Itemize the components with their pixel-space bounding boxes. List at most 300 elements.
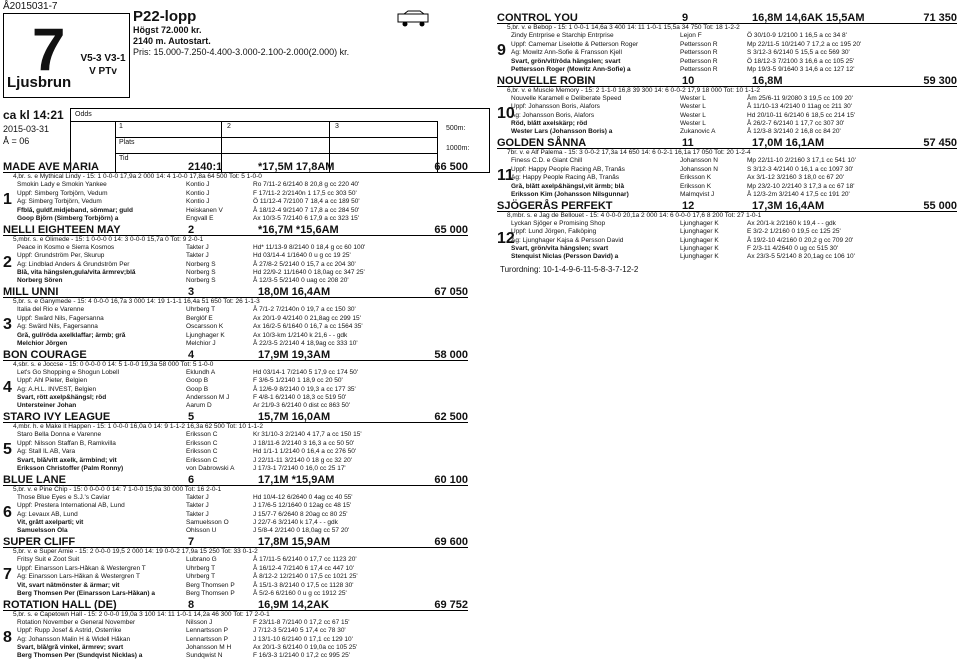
horse-block [3,224,468,287]
row-driver: Zukanovic A [680,128,716,136]
row-stats: J 17/3-1 7/2140 0 16,0 cc 25 17' [253,464,346,472]
horse-header [3,161,468,173]
start-row [3,519,468,527]
horse-money: 55 000 [923,199,957,212]
start-row [497,191,957,199]
document-code: Å2015031-7 [3,1,58,12]
start-row [3,244,468,252]
row-desc: Untersteiner Johan [17,402,77,410]
horse-name: NELLI EIGHTEEN MAY [3,223,121,236]
row-desc: Lyckan Sjöger e Promising Shop [511,219,606,227]
row-desc: Äg: Johansson Malin H & Widell Håkan [17,635,131,643]
start-row [497,112,957,120]
row-stats: Hd* 11/13-9 8/2140 0 18,4 g cc 60 100' [253,243,366,251]
row-stats: Å 22/3-5 2/2140 4 18,9ag cc 333 10' [253,339,358,347]
horse-odds: 8 [188,598,195,611]
row-stats: Mp 23/2-10 2/2140 3 17,3 a cc 67 18' [747,182,855,190]
start-row [3,448,468,456]
row-stats: J 22/7-6 3/2140 k 17,4 - - gdk [253,519,338,527]
horse-number: 1 [3,191,12,208]
row-desc: Ffblå, guldf.midjeband, sömmar; guld [17,206,133,214]
start-row [497,166,957,174]
horse-name: STARO IVY LEAGUE [3,411,111,423]
start-row [3,565,468,573]
row-driver: Wester L [680,103,706,111]
horse-odds: 5 [188,411,195,423]
horse-block [497,137,957,200]
row-stats: Å 5/2-6 6/2160 0 u g cc 1912 25' [253,589,347,597]
start-row [3,332,468,340]
horse-odds: 4 [188,348,195,361]
start-order: Turordning: 10-1-4-9-6-11-5-8-3-7-12-2 [500,265,639,274]
start-row [3,431,468,439]
row-driver: Kontio J [186,189,210,197]
start-row [497,237,957,245]
row-stats: J 18/11-6 2/2140 3 16,3 a cc 50 50' [253,439,355,447]
start-row [3,252,468,260]
row-stats: Ax 16/2-5 6/1640 0 16,7 a cc 1564 35' [253,323,363,331]
start-row [3,465,468,473]
start-row [3,198,468,206]
row-desc: Röd, blått axelskärp; röd [511,120,588,128]
start-row [3,440,468,448]
row-desc: Äg: Einarsson Lars-Håkan & Westergren T [17,573,140,581]
row-driver: Johansson N [680,157,718,165]
row-driver: Nilsson J [186,618,213,626]
horse-header [497,200,957,212]
horse-info: 5,br. v. e Bebop - 15: 1 0-0-1 14,6a 3 400 14: 11 1-0-1 15,5a 34 750 Tot: 18 1-2-2 [507,24,740,31]
horse-header [3,224,468,236]
odds-col-1: 1 [119,123,123,130]
start-row [497,220,957,228]
track-name: Ljusbrun [7,74,72,91]
row-desc: Norberg Sören [17,277,63,285]
row-stats: S 3/12-3 4/2140 0 16,1 a cc 1097 30' [747,165,854,173]
horse-money: 69 752 [434,598,468,611]
horse-record: 16,8M [752,74,783,87]
row-desc: Rotation November e General November [17,618,136,626]
row-desc: Uppf: Johansson Boris, Alafors [511,103,600,111]
horse-record: *16,7M *15,6AM [258,223,339,236]
horse-odds: 2140:1 [188,161,223,173]
row-driver: Ljunghager K [680,245,719,253]
horse-info: 8,mbr. s. e Jag de Bellouet - 15: 4 0-0-0 20,1a 2 000 14: 6 0-0-0 17,6 8 200 Tot: 27 1-0-1 [507,211,762,219]
horse-money: 71 350 [923,12,957,24]
horse-money: 65 000 [434,223,468,236]
row-stats: Ö 11/12-4 7/2100 7 18,4 a cc 189 50' [253,198,360,206]
row-desc: Fritsy Suit e Zoot Suit [17,556,80,564]
horse-money: 60 100 [434,473,468,486]
race-number: 7 [32,16,66,83]
race-date: 2015-03-31 [3,124,50,134]
horse-name: SJÖGERÅS PERFEKT [497,199,613,212]
row-desc: Melchior Jörgen [17,339,68,347]
row-driver: Ohlsson U [186,527,217,535]
start-row [497,183,957,191]
start-row [497,58,957,66]
horse-block [3,411,468,474]
row-driver: Johansson N [680,165,718,173]
row-desc: Zindy Entrprise e Starchip Entrprise [511,32,614,40]
row-desc: Grå, gul/röda axelklaffar; ärmb; grå [17,331,126,339]
row-driver: Lubrano G [186,556,217,564]
horse-number: 5 [3,441,12,458]
horse-name: MILL UNNI [3,286,59,298]
row-desc: Äg: A.H.L. INVEST, Belgien [17,385,97,393]
horse-header [497,75,957,87]
odds-label: Odds [75,111,92,118]
start-row [3,511,468,519]
start-row [497,66,957,74]
horse-record: 17,8M 15,9AM [258,536,331,548]
row-stats: Å 7/1-2 7/2140n 0 19,7 a cc 150 30' [253,306,356,314]
horse-record: 18,0M 16,4AM [258,286,331,298]
horse-name: MADE AVE MARIA [3,161,99,173]
start-row [3,386,468,394]
row-stats: Å 15/1-3 8/2140 0 17,5 cc 1128 30' [253,581,354,589]
horse-number: 3 [3,316,12,333]
row-stats: Mp 19/3-5 9/1640 3 14,6 a cc 127 12' [747,65,855,73]
horse-block [497,75,957,138]
row-stats: F 3/6-5 1/2140 1 18,9 cc 20 50' [253,377,343,385]
row-stats: F 16/3-3 1/2140 0 17,2 cc 995 25' [253,652,351,660]
row-desc: Berg Thomsen Per (Einarsson Lars-Håkan) a [17,589,155,597]
row-driver: Wester L [680,94,706,102]
row-driver: Eriksson C [186,431,218,439]
row-driver: Oscarsson K [186,323,224,331]
row-desc: Svart, grön/vit/röda hängslen; svart [511,57,621,65]
row-desc: Eriksson Kim (Johansson Nilsgunnar) [511,190,629,198]
start-row [3,619,468,627]
horse-header [3,411,468,423]
horse-record: 17,9M 19,3AM [258,348,331,361]
horse-record: 17,1M *15,9AM [258,473,335,486]
horse-name: SUPER CLIFF [3,536,76,548]
row-driver: Engvall E [186,214,214,222]
row-stats: Å 12/6-9 8/2140 0 19,3 a cc 177 35' [253,385,356,393]
tid-label: Tid [119,155,129,162]
start-info [3,108,67,158]
horse-block [3,161,468,224]
row-driver: Goop B [186,377,209,385]
row-desc: Stenquist Niclas (Persson David) a [511,253,619,261]
row-stats: Å 8/12-2 12/2140 0 17,5 cc 1021 25' [253,573,358,581]
race-line-3: Pris: 15.000-7.250-4.400-3.000-2.100-2.000(2.000) kr. [133,47,350,57]
horse-odds: 12 [682,199,695,212]
start-row [497,245,957,253]
row-driver: Takter J [186,510,209,518]
start-row [497,103,957,111]
row-driver: Eriksson C [186,439,218,447]
row-stats: Hd 20/10-11 6/2140 6 18,5 cc 214 15' [747,111,856,119]
row-desc: Uppf: Swärd Nils, Fagersanna [17,314,104,322]
start-row [497,174,957,182]
start-row [3,315,468,323]
row-stats: J 13/1-10 6/2140 0 17,1 cc 129 10' [253,635,353,643]
horse-block [497,12,957,75]
row-desc: Uppf: Happy People Racing AB, Tranås [511,165,625,173]
start-row [3,277,468,285]
row-driver: Wester L [680,120,706,128]
row-driver: Goop B [186,385,209,393]
row-stats: Å 17/11-5 6/2140 0 17,7 cc 1123 20' [253,556,357,564]
row-desc: Nouvelle Karamell e Deliberate Speed [511,94,622,102]
horse-money: 66 500 [434,161,468,173]
row-driver: Lennartsson P [186,635,228,643]
row-driver: Melchior J [186,339,216,347]
row-desc: Smokin Lady e Smokin Yankee [17,181,107,189]
row-stats: S 3/12-3 6/2140 5 15,5 a cc 569 30' [747,49,850,57]
start-row [3,556,468,564]
row-stats: Å 18/12-4 9/2140 7 17,8 a cc 284 50' [253,206,360,214]
start-row [3,181,468,189]
row-driver: Andersson M J [186,394,230,402]
start-row [3,502,468,510]
horse-odds: 7 [188,536,195,548]
race-title: P22-lopp [133,8,197,25]
row-desc: Äg: Mowitz Ann-Sofie & Fransson Kjell [511,49,622,57]
row-driver: Takter J [186,493,209,501]
row-desc: Äg: Swärd Nils, Fagersanna [17,323,98,331]
horse-money: 58 000 [434,348,468,361]
row-desc: Äg: Simberg Torbjörn, Vedum [17,198,102,206]
row-desc: Vit, svart nätmönster & ärmar; vit [17,581,120,589]
row-desc: Svart, grön/vita hängslen; svart [511,245,609,253]
horse-record: 15,7M 16,0AM [258,411,331,423]
start-row [3,215,468,223]
horse-block [3,349,468,412]
row-driver: Ljunghager K [680,219,719,227]
horse-header [3,599,468,611]
car-icon [396,10,432,28]
horse-header [3,349,468,361]
row-desc: Staro Bella Donna e Varenne [17,431,102,439]
row-stats: Å 11/10-13 4/2140 0 11ag cc 211 30' [747,103,852,111]
row-driver: Ljunghager K [680,236,719,244]
row-stats: Å 12/3-5 5/2140 0 uag cc 208 20' [253,277,349,285]
row-driver: Berglöf E [186,314,213,322]
track-condition: Å = 06 [3,136,30,146]
row-driver: Eriksson C [186,448,218,456]
start-row [3,190,468,198]
row-stats: Å 19/2-10 4/2160 0 20,2 g cc 709 20' [747,236,854,244]
row-desc: Uppf: Lund Jörgen, Falköping [511,228,597,236]
start-row [3,636,468,644]
horse-block [3,474,468,537]
horse-number: 6 [3,503,12,521]
row-desc: Goop Björn (Simberg Torbjörn) a [17,214,119,222]
row-stats: F 23/11-8 7/2140 0 17,2 cc 67 15' [253,618,350,626]
horse-list-left [3,161,468,661]
start-row [497,228,957,236]
row-desc: Uppf: Nilsson Staffan B, Ramkvilla [17,439,116,447]
plats-label: Plats [119,139,135,146]
horse-info: 6,br. v. e Muscle Memory - 15: 2 1-1-0 16,8 39 300 14: 6 0-0-2 17,9 18 000 Tot: 10 1-1-2 [507,86,761,94]
horse-info: 5,br. s. e Capetown Hall - 15: 2 0-0-0 19,0a 3 100 14: 11 1-0-1 14,2a 46 300 Tot: 17 2-0-1 [13,610,270,618]
horse-record: 16,9M 14,2AK [258,598,329,611]
start-row [3,527,468,535]
row-desc: Svart, blå/vitt axelk, ärmbind; vit [17,456,117,464]
row-desc: Berg Thomsen Per (Sundqvist Nicklas) a [17,652,143,660]
row-desc: Äg: Levaux AB, Lund [17,510,78,518]
row-desc: Äg: Stall IL AB, Vara [17,448,76,456]
start-row [3,457,468,465]
horse-number: 8 [3,628,12,646]
row-stats: F 17/11-2 2/2140n 1 17,5 cc 303 50' [253,189,357,197]
row-stats: J 15/7-7 6/2640 8 20ag cc 80 25' [253,510,348,518]
row-driver: Berg Thomsen P [186,581,235,589]
horse-money: 69 600 [434,536,468,548]
row-desc: Finess C.D. e Giant Chill [511,157,583,165]
horse-name: GOLDEN SÅNNA [497,137,587,149]
row-driver: Ljunghager K [680,228,719,236]
horse-header [497,137,957,149]
horse-info: 4,br. s. e Mythical Lindy - 15: 1 0-0-0 17,9a 2 000 14: 4 1-0-0 17,8a 64 500 Tot: 5 1-0-0 [13,173,262,180]
row-driver: von Dabrowski A [186,464,235,472]
row-driver: Samuelsson O [186,519,229,527]
row-desc: Pettersson Roger (Mowitz Ann-Sofie) a [511,65,631,73]
row-driver: Wester L [680,111,706,119]
start-row [3,340,468,348]
row-desc: Eriksson Christoffer (Palm Ronny) [17,464,124,472]
row-stats: F 2/3-11 4/2640 0 ug cc 515 30' [747,245,839,253]
start-row [3,590,468,598]
row-driver: Pettersson R [680,57,718,65]
row-stats: Mp 22/11-5 10/2140 7 17,2 a cc 195 20' [747,40,862,48]
row-driver: Pettersson R [680,65,718,73]
race-header [133,8,363,58]
horse-info: 4,mbr. h. e Make it Happen - 15: 1 0-0-0 16,0a 0 14: 9 1-1-2 16,3a 62 500 Tot: 10 1-1-2 [13,423,263,430]
row-stats: Hd 10/4-12 6/2640 0 4ag cc 40 55' [253,493,353,501]
race-line-1: Högst 72.000 kr. [133,25,202,35]
row-stats: Ax 20/1-3 6/2140 0 19,0a cc 105 25' [253,644,358,652]
m500-label: 500m: [446,125,466,132]
row-driver: Pettersson R [680,49,718,57]
start-row [3,306,468,314]
start-row [3,627,468,635]
row-driver: Berg Thomsen P [186,589,235,597]
row-stats: Ax 10/3-km 1/2140 k 21,6 - - gdk [253,331,348,339]
horse-odds: 3 [188,286,195,298]
row-desc: Blå, vita hängslen,gula/vita ärmrev;blå [17,269,136,277]
horse-money: 62 500 [434,411,468,423]
horse-money: 67 050 [434,286,468,298]
row-desc: Uppf: Einarsson Lars-Håkan & Westergren T [17,564,146,572]
row-driver: Eriksson K [680,182,712,190]
row-stats: Hd 22/9-2 11/1640 0 18,0ag cc 347 25' [253,269,365,277]
horse-money: 59 300 [923,74,957,87]
horse-name: BLUE LANE [3,473,66,486]
horse-record: 17,0M 16,1AM [752,137,825,149]
start-row [3,573,468,581]
horse-number: 4 [3,378,12,396]
row-stats: J 22/11-11 3/2140 0 18 g cc 32 20' [253,456,352,464]
row-stats: E 3/2-2 1/2160 0 19,5 cc 125 25' [747,228,841,236]
row-driver: Aarum D [186,402,212,410]
row-stats: J 5/8-4 2/2140 0 18,0ag cc 57 20' [253,527,350,535]
row-stats: Å 12/3-8 3/2140 2 16,8 cc 84 20' [747,128,841,136]
row-stats: Ö 30/10-9 1/2100 1 16,5 a cc 34 8' [747,32,847,40]
row-stats: Å 12/3-2m 3/2140 4 17,5 cc 191 20' [747,190,850,198]
row-desc: Uppf: Camemar Liselotte & Petterson Roger [511,40,639,48]
horse-name: CONTROL YOU [497,12,578,24]
horse-block [497,200,957,263]
start-row [3,644,468,652]
row-driver: Lennartsson P [186,627,228,635]
row-driver: Uhrberg T [186,573,216,581]
horse-odds: 9 [682,12,689,24]
horse-name: BON COURAGE [3,348,87,361]
odds-col-3: 3 [335,123,339,130]
horse-header [3,474,468,486]
start-row [497,128,957,136]
row-desc: Those Blue Eyes e S.J.'s Caviar [17,493,110,501]
horse-block [3,286,468,349]
row-desc: Samuelsson Ola [17,527,68,535]
horse-money: 57 450 [923,137,957,149]
horse-number: 7 [3,566,12,583]
row-desc: Vit, grått axelparti; vit [17,519,84,527]
start-row [497,157,957,165]
row-stats: Ax 3/1-12 3/2160 3 18,0 cc 67 20' [747,174,845,182]
row-stats: Ar 21/9-3 6/2140 0 dist cc 863 50' [253,402,350,410]
start-row [497,95,957,103]
row-driver: Takter J [186,502,209,510]
row-driver: Ljunghager K [186,331,225,339]
row-stats: Hd 1/1-1 1/2140 0 16,4 a cc 276 50' [253,448,357,456]
horse-odds: 2 [188,223,195,236]
start-row [497,32,957,40]
horse-odds: 11 [682,137,694,149]
row-desc: Italia del Rio e Varenne [17,306,85,314]
row-stats: J 17/6-5 12/1640 0 12ag cc 48 15' [253,502,352,510]
row-stats: Hd 03/14-1 7/2140 5 17,9 cc 174 50' [253,368,358,376]
horse-record: *17,5M 17,8AM [258,161,335,173]
row-driver: Norberg S [186,277,216,285]
m1000-label: 1000m: [446,145,470,152]
horse-block [3,536,468,599]
horse-name: NOUVELLE ROBIN [497,74,596,87]
row-stats: Å 27/8-2 5/2140 0 15,7 a cc 204 30' [253,260,356,268]
horse-number: 11 [497,167,514,184]
row-stats: Ö 18/12-3 7/2100 3 16,6 a cc 105 25' [747,57,855,65]
horse-list-right [497,12,957,262]
start-row [3,402,468,410]
row-stats: J 7/12-3 5/2140 5 17,4 cc 78 30' [253,627,346,635]
horse-record: 17,3M 16,4AM [752,199,825,212]
start-row [497,41,957,49]
row-driver: Norberg S [186,260,216,268]
horse-number: 12 [497,229,515,247]
row-desc: Svart, rött axelp&hängsl; röd [17,394,107,402]
row-driver: Norberg S [186,269,216,277]
start-row [3,652,468,660]
row-driver: Pettersson R [680,40,718,48]
start-row [497,120,957,128]
row-desc: Wester Lars (Johansson Boris) a [511,128,613,136]
row-desc: Uppf: Prestera International AB, Lund [17,502,125,510]
row-stats: Å 26/2-7 6/2140 1 17,7 cc 307 30' [747,120,845,128]
row-stats: F 4/8-1 6/2140 0 18,3 cc 519 50' [253,394,347,402]
horse-block [3,599,468,662]
row-desc: Uppf: Rupp Josef & Astrid, Österrike [17,627,122,635]
row-driver: Takter J [186,243,209,251]
horse-name: ROTATION HALL (DE) [3,598,117,611]
row-driver: Kontio J [186,198,210,206]
row-driver: Heiskanen V [186,206,223,214]
row-stats: Ax 23/3-5 5/2140 8 20,1ag cc 106 10' [747,253,855,261]
start-row [3,377,468,385]
